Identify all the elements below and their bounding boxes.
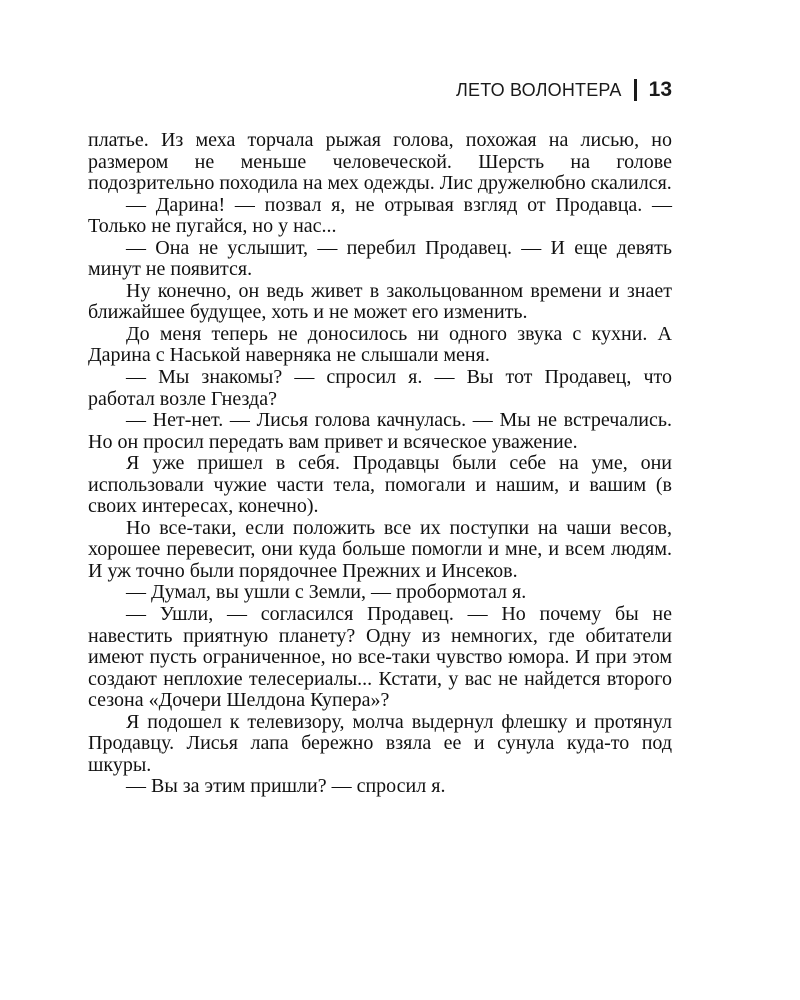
paragraph: — Она не услышит, — перебил Продавец. — И еще девять минут не появится. bbox=[88, 236, 672, 281]
paragraph: Ну конечно, он ведь живет в закольцованном времени и знает ближайшее будущее, хоть и не может его изменить. bbox=[88, 279, 672, 324]
header-separator bbox=[634, 79, 637, 101]
paragraph: — Думал, вы ушли с Земли, — пробормотал я. bbox=[126, 581, 527, 604]
paragraph: — Ушли, — согласился Продавец. — Но почему бы не навестить приятную планету? Одну из немногих, где обитатели имеют пусть ограниченное, но все-таки чувство юмора. И при этом создают неплохие телесериалы... Кстати, у вас не найдется второго сезона «Дочери Шелдона Купера»? bbox=[88, 603, 672, 712]
paragraph: — Дарина! — позвал я, не отрывая взгляд от Продавца. — Только не пугайся, но у нас... bbox=[88, 193, 672, 238]
body-text bbox=[88, 130, 672, 798]
paragraph: платье. Из меха торчала рыжая голова, похожая на лисью, но размером не меньше человеческой. Шерсть на голове подозрительно походила на мех одежды. Лис дружелюбно скалился. bbox=[88, 129, 672, 195]
paragraph: Но все-таки, если положить все их поступки на чаши весов, хорошее перевесит, они куда больше помогли и мне, и всем людям. И уж точно были порядочнее Прежних и Инсеков. bbox=[88, 516, 672, 582]
paragraph: — Вы за этим пришли? — спросил я. bbox=[126, 775, 446, 798]
paragraph: Я подошел к телевизору, молча выдернул флешку и протянул Продавцу. Лисья лапа бережно взяла ее и сунула куда-то под шкуры. bbox=[88, 710, 672, 776]
page-number: 13 bbox=[648, 78, 672, 101]
paragraph: — Мы знакомы? — спросил я. — Вы тот Продавец, что работал возле Гнезда? bbox=[88, 366, 672, 410]
book-title: ЛЕТО ВОЛОНТЕРА bbox=[456, 79, 622, 100]
running-head bbox=[456, 78, 672, 102]
paragraph: — Нет-нет. — Лисья голова качнулась. — Мы не встречались. Но он просил передать вам привет и всяческое уважение. bbox=[88, 409, 672, 453]
paragraph: До меня теперь не доносилось ни одного звука с кухни. А Дарина с Наськой наверняка не слышали меня. bbox=[88, 322, 672, 367]
paragraph: Я уже пришел в себя. Продавцы были себе на уме, они использовали чужие части тела, помогали и нашим, и вашим (в своих интересах, конечно). bbox=[88, 452, 672, 518]
